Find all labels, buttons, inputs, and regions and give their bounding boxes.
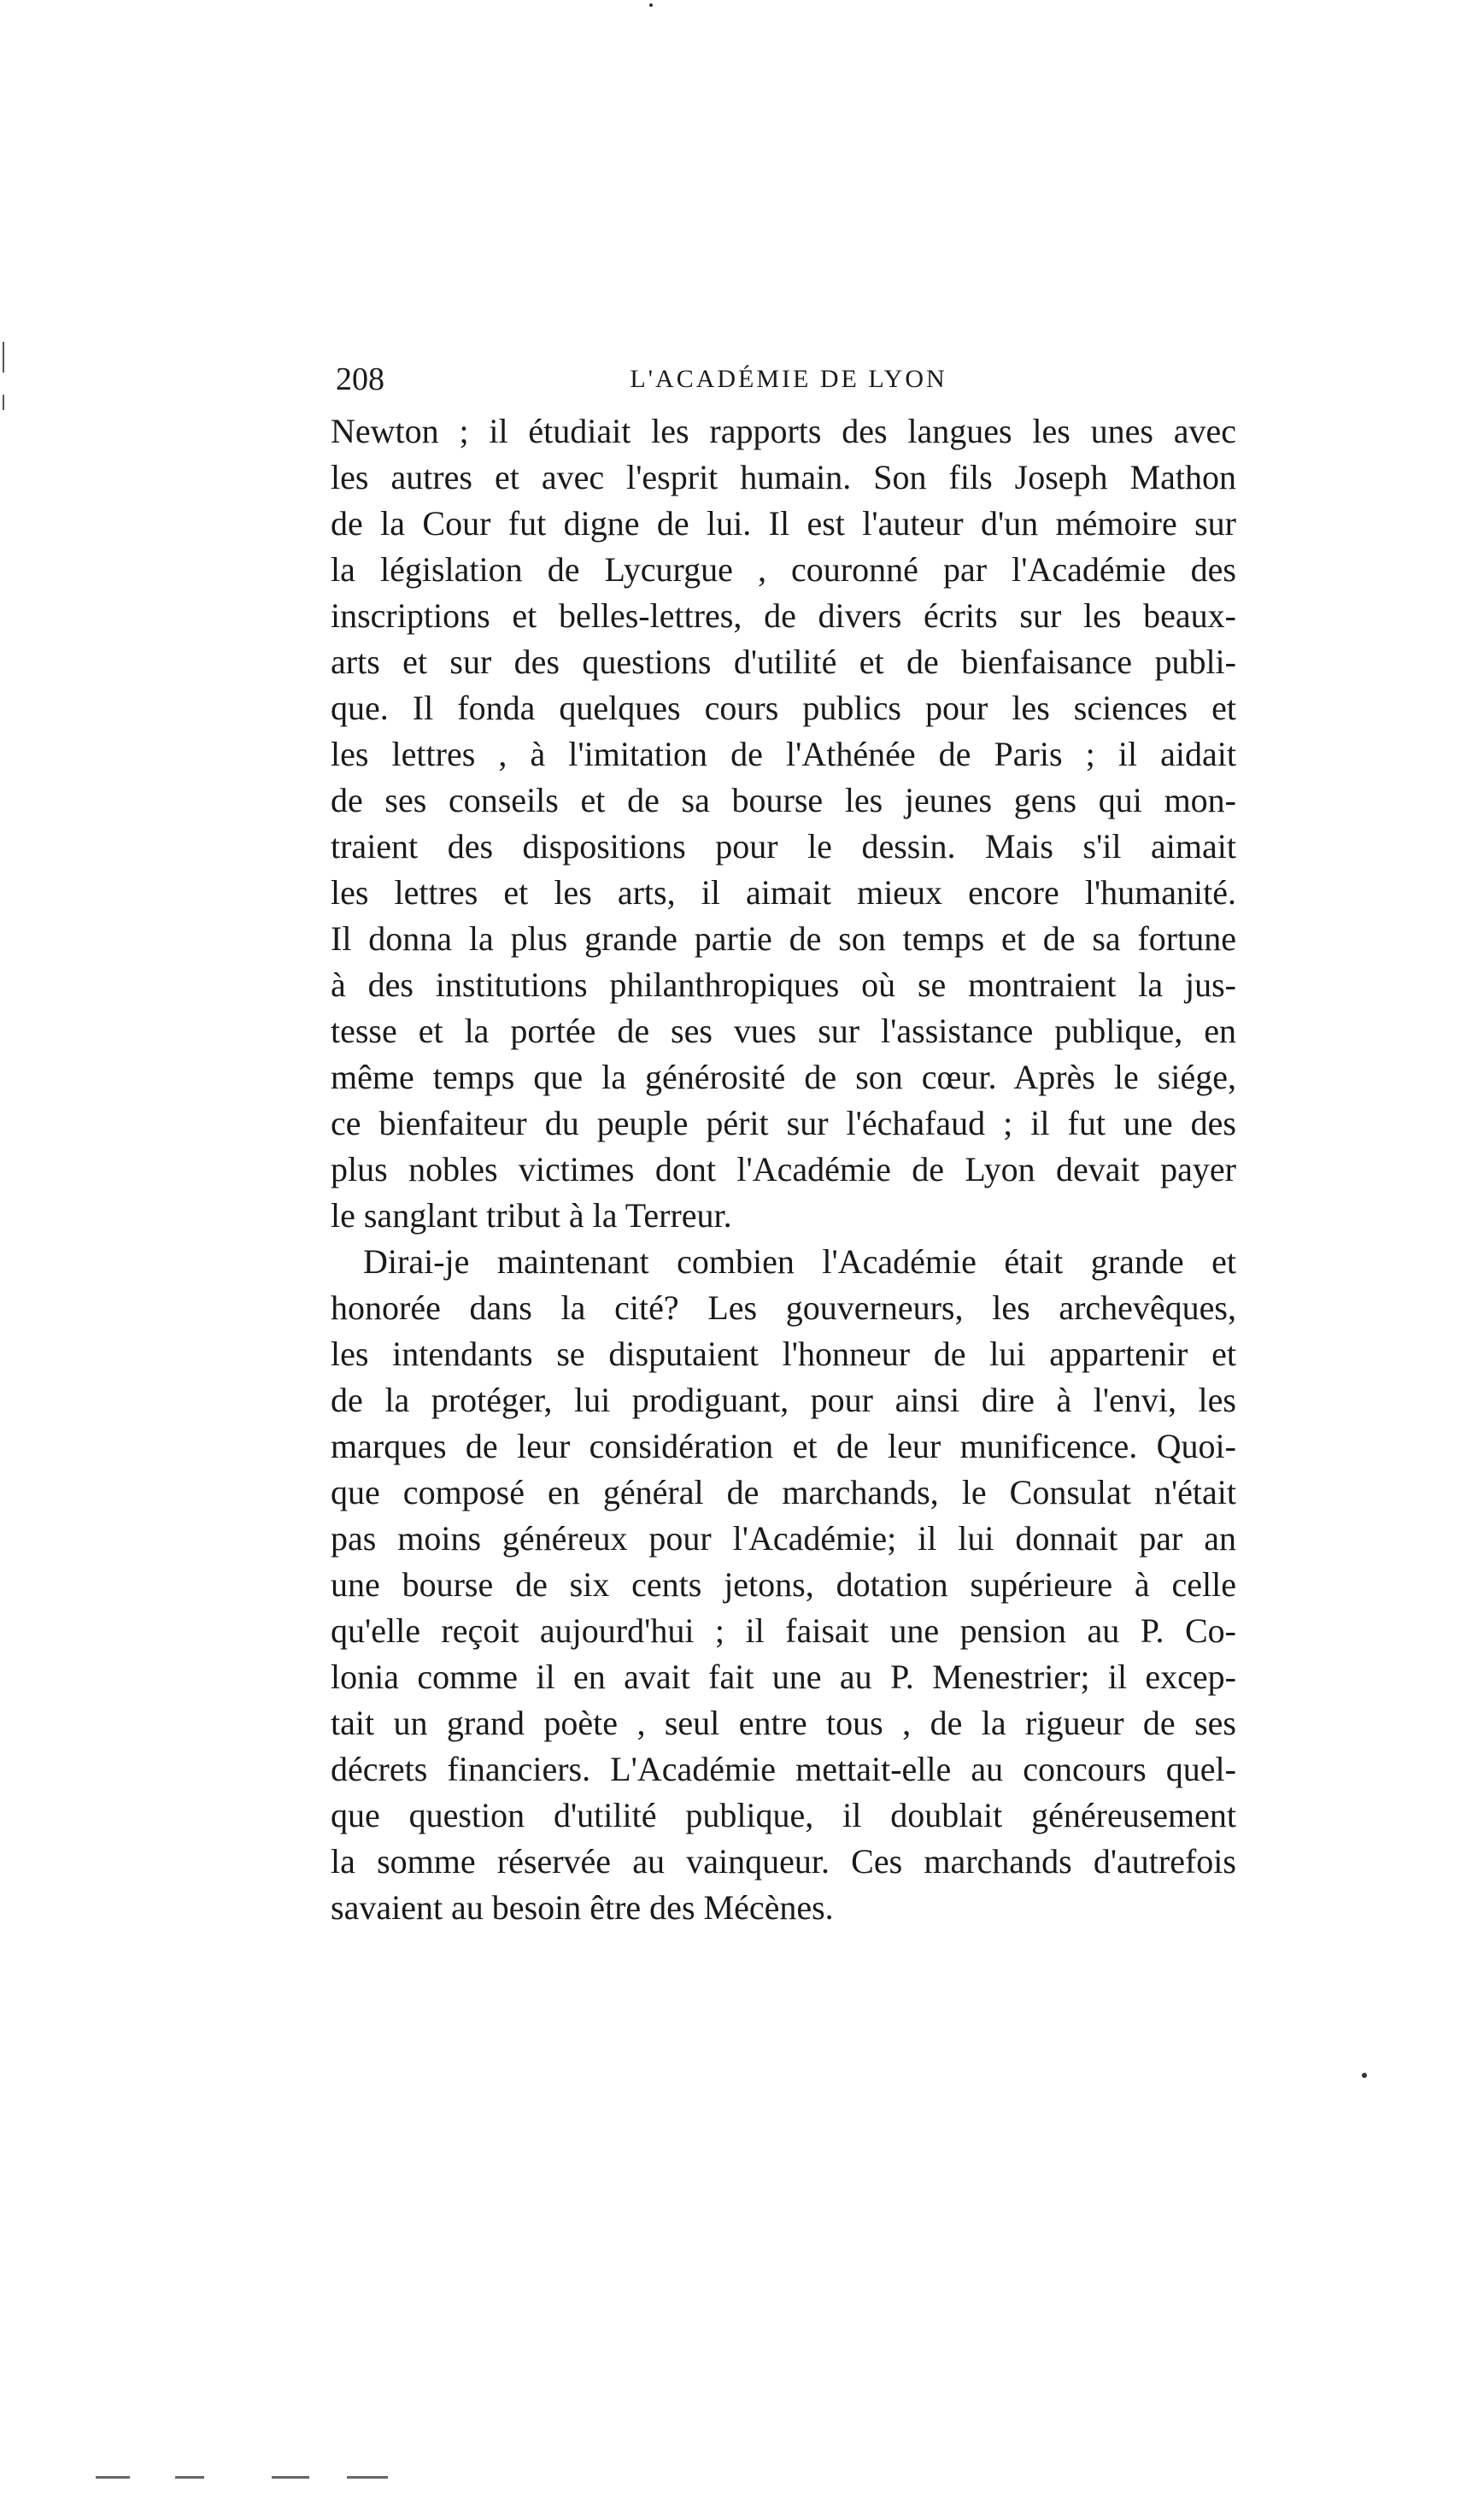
text-line: décrets financiers. L'Académie mettait-elle au concours quel- — [331, 1750, 1236, 1788]
text-line: la somme réservée au vainqueur. Ces marchands d'autrefois — [331, 1842, 1236, 1881]
text-line: plus nobles victimes dont l'Académie de Lyon devait payer — [331, 1150, 1236, 1188]
text-line: de la protéger, lui prodiguant, pour ainsi dire à l'envi, les — [331, 1381, 1236, 1419]
text-line: lonia comme il en avait fait une au P. Menestrier; il excep- — [331, 1658, 1236, 1696]
text-line: savaient au besoin être des Mécènes. — [331, 1888, 834, 1927]
text-line: qu'elle reçoit aujourd'hui ; il faisait une pension au P. Co- — [331, 1611, 1236, 1650]
scan-speck — [1362, 2073, 1367, 2078]
running-head — [336, 359, 1241, 400]
text-line: tesse et la portée de ses vues sur l'assistance publique, en — [331, 1012, 1236, 1050]
scan-edge-mark — [3, 342, 4, 373]
text-line: de ses conseils et de sa bourse les jeunes gens qui mon- — [331, 781, 1236, 819]
text-line: traient des dispositions pour le dessin. Mais s'il aimait — [331, 827, 1236, 866]
text-line: marques de leur considération et de leur munificence. Quoi- — [331, 1427, 1236, 1465]
text-line: inscriptions et belles-lettres, de divers écrits sur les beaux- — [331, 596, 1236, 635]
scan-speck — [649, 3, 653, 7]
text-line: pas moins généreux pour l'Académie; il lui donnait par an — [331, 1519, 1236, 1558]
text-line: que question d'utilité publique, il doublait généreusement — [331, 1796, 1236, 1834]
text-line: Il donna la plus grande partie de son temps et de sa fortune — [331, 919, 1236, 958]
scan-edge-dash — [96, 2476, 130, 2479]
text-line: Dirai-je maintenant combien l'Académie était grande et — [363, 1242, 1236, 1281]
text-line: la législation de Lycurgue , couronné par l'Académie des — [331, 550, 1236, 589]
scan-edge-dash — [272, 2476, 309, 2479]
text-line: honorée dans la cité? Les gouverneurs, les archevêques, — [331, 1288, 1236, 1327]
text-line: arts et sur des questions d'utilité et de bienfaisance publi- — [331, 643, 1236, 681]
text-line: ce bienfaiteur du peuple périt sur l'échafaud ; il fut une des — [331, 1104, 1236, 1142]
paragraph — [331, 1239, 1236, 1931]
text-line: une bourse de six cents jetons, dotation supérieure à celle — [331, 1565, 1236, 1604]
body-text — [331, 408, 1236, 1931]
text-line: que composé en général de marchands, le Consulat n'était — [331, 1473, 1236, 1511]
text-line: Newton ; il étudiait les rapports des langues les unes avec — [331, 412, 1236, 450]
text-line: tait un grand poète , seul entre tous , de la rigueur de ses — [331, 1704, 1236, 1742]
running-title: L'ACADÉMIE DE LYON — [630, 365, 947, 393]
text-line: le sanglant tribut à la Terreur. — [331, 1196, 732, 1235]
paragraph — [331, 408, 1236, 1239]
scan-edge-dash — [175, 2476, 204, 2479]
text-line: les lettres , à l'imitation de l'Athénée de Paris ; il aidait — [331, 735, 1236, 773]
scan-edge-mark — [3, 395, 4, 410]
text-line: les autres et avec l'esprit humain. Son fils Joseph Mathon — [331, 458, 1236, 496]
page-number: 208 — [336, 361, 384, 397]
text-line: les intendants se disputaient l'honneur de lui appartenir et — [331, 1335, 1236, 1373]
scan-edge-dash — [347, 2476, 388, 2479]
text-line: à des institutions philanthropiques où se montraient la jus- — [331, 965, 1236, 1004]
text-line: que. Il fonda quelques cours publics pour les sciences et — [331, 689, 1236, 727]
text-line: les lettres et les arts, il aimait mieux encore l'humanité. — [331, 873, 1236, 912]
text-line: de la Cour fut digne de lui. Il est l'auteur d'un mémoire sur — [331, 504, 1236, 543]
text-line: même temps que la générosité de son cœur. Après le siége, — [331, 1058, 1236, 1096]
